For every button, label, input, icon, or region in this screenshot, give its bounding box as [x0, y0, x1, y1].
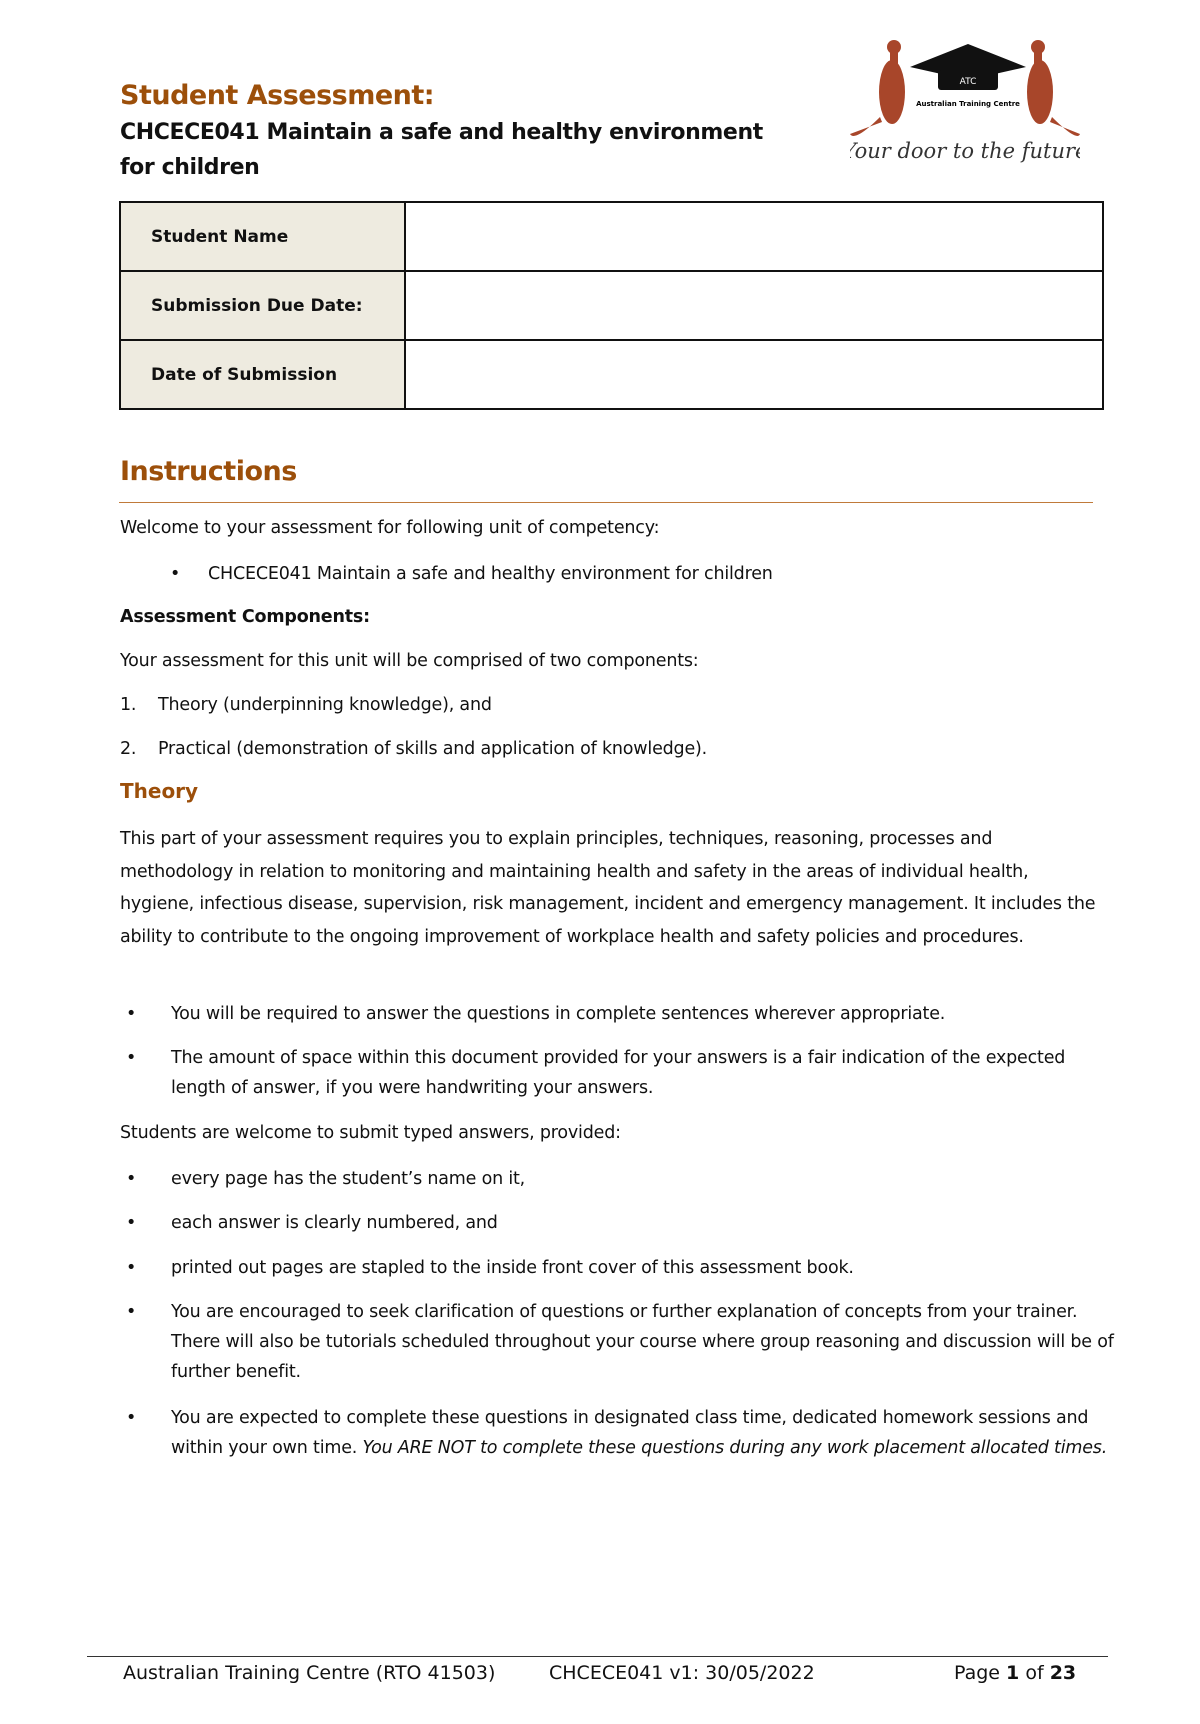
footer-version: CHCECE041 v1: 30/05/2022: [549, 1662, 815, 1684]
footer-page-number: Page 1 of 23: [954, 1662, 1077, 1684]
kangaroo-logo-icon: [850, 22, 1080, 182]
table-row: [120, 202, 1103, 271]
submission-date-label: Date of Submission: [120, 340, 405, 409]
student-info-table: [119, 201, 1104, 410]
bullet-icon: •: [126, 1258, 137, 1278]
instructions-heading: Instructions: [120, 456, 297, 487]
table-row: [120, 340, 1103, 409]
footer-divider: [87, 1656, 1108, 1657]
submission-date-field[interactable]: [405, 340, 1103, 409]
italic-note: You ARE NOT to complete these questions during any work placement allocated times.: [362, 1438, 1108, 1458]
theory-paragraph: This part of your assessment requires you to explain principles, techniques, reasoning, processes and methodology in relation to monitoring and maintaining health and safety in the areas of individual health, hygiene, infectious disease, supervision, risk management, incident and emergency management. It includes the ability to contribute to the ongoing improvement of workplace health and safety policies and procedures.: [120, 829, 1096, 947]
svg-text:ATC: ATC: [959, 77, 977, 87]
student-name-field[interactable]: [405, 202, 1103, 271]
bullet-icon: •: [126, 1048, 137, 1068]
document-title: Student Assessment:: [120, 80, 435, 111]
components-intro: Your assessment for this unit will be comprised of two components:: [120, 651, 699, 671]
bullet-icon: •: [126, 1169, 137, 1189]
atc-logo: [850, 22, 1080, 182]
svg-text:Australian Training Centre: Australian Training Centre: [916, 100, 1020, 108]
welcome-text: Welcome to your assessment for following unit of competency:: [120, 518, 660, 538]
due-date-field[interactable]: [405, 271, 1103, 340]
svg-text:Your door to the future: Your door to the future: [850, 139, 1080, 163]
unit-title-line1: CHCECE041 Maintain a safe and healthy environment: [120, 120, 763, 145]
typed-intro: Students are welcome to submit typed answers, provided:: [120, 1123, 621, 1143]
bullet-icon: •: [126, 1408, 137, 1428]
due-date-label: Submission Due Date:: [120, 271, 405, 340]
bullet-icon: •: [126, 1213, 137, 1233]
footer-organisation: Australian Training Centre (RTO 41503): [123, 1662, 496, 1684]
heading-divider: [119, 502, 1093, 503]
components-heading: Assessment Components:: [120, 607, 370, 627]
bullet-icon: •: [126, 1004, 137, 1024]
table-row: [120, 271, 1103, 340]
student-name-label: Student Name: [120, 202, 405, 271]
unit-title-line2: for children: [120, 155, 260, 180]
bullet-icon: •: [126, 1302, 137, 1322]
theory-heading: Theory: [120, 779, 199, 803]
bullet-icon: •: [170, 564, 181, 584]
